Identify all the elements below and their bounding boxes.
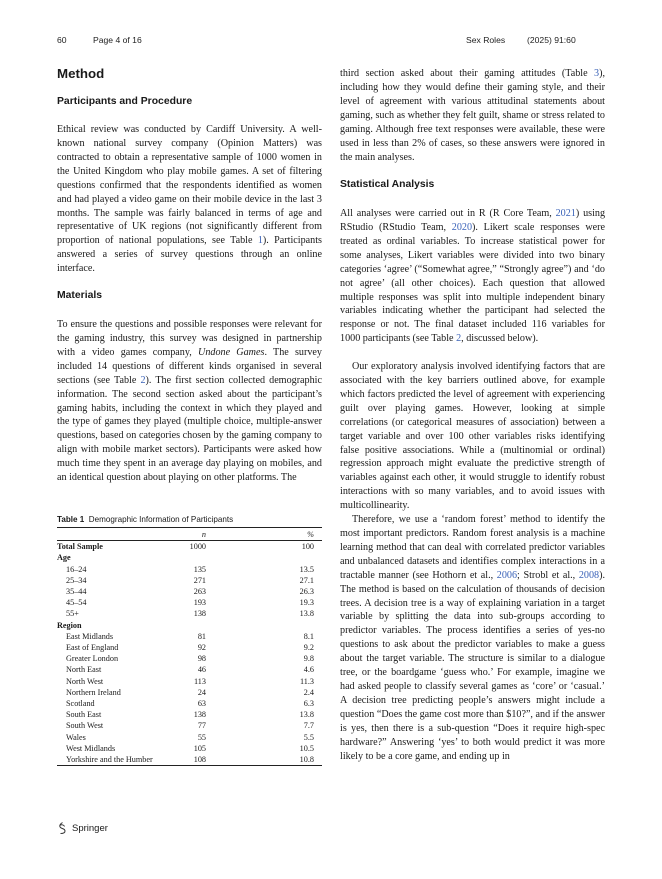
row-n: 108 [193,755,206,765]
table-row [57,687,322,698]
row-label: Age [57,553,71,563]
paragraph-participants: Ethical review was conducted by Cardiff University. A well-known national survey company (Opinion Matters) was contracted to obtain a representative sample of 1000 women in the United Kingdom who play mobile games. A set of filtering questions confirmed that the respondents identified as women and had played a video game on their mobile device in the last 3 months. The sample was fairly balanced in terms of age and representative of UK regions (not significantly different from proportion of national populations, see Table 1). Participants answered a series of survey questions through an online interface. [57,124,322,275]
paragraph-materials: To ensure the questions and possible responses were relevant for the gaming industry, this survey was designed in partnership with a video games company, Undone Games. The survey included 14 questions of different kinds organised in several sections (see Table 2). The first section collected demographic information. The second section asked about the participant’s gaming habits, including the context in which they played and the type of games they played (multiple choice, multiple-answer questions, based on categories chosen by the gaming company to align with mobile market sectors). Participants were asked how much time they spent in an average day playing on mobiles, and an identical question about playing on other platforms. The [57,319,322,484]
row-label: 35–44 [66,587,87,597]
row-pct: 11.3 [299,676,314,686]
row-label: South West [66,721,104,731]
subheading-participants: Participants and Procedure [57,96,193,107]
row-label: Total Sample [57,542,103,552]
row-label: North West [66,676,104,686]
table-row [57,732,322,743]
row-n: 63 [197,699,206,709]
row-n: 193 [193,598,206,608]
row-pct: 13.5 [299,564,314,574]
row-n: 81 [197,631,206,641]
paragraph-analysis-software: All analyses were carried out in R (R Core Team, 2021) using RStudio (RStudio Team, 2020). Likert scale responses were treated as ordinal variables. To increase statistical power for some analyses, Likert variables were divided into two binary categories ‘agree’ (“Somewhat agree,” “Strongly agree”) and ‘do not agree’ (all other choices). Each question that allowed multiple responses was split into multiple independent binary variables indicating whether the participant had selected the response or not. The final dataset included 116 variables for 1000 participants (see Table 2, discussed below). [340,208,606,345]
row-pct: 10.8 [299,755,314,765]
table-row [57,743,322,754]
col-pct-header: % [307,530,314,539]
row-pct: 27.1 [299,575,314,585]
row-n: 271 [193,575,206,585]
table-row [57,597,322,608]
row-label: Northern Ireland [66,687,121,697]
subheading-materials: Materials [57,290,103,301]
table-row [57,631,322,642]
row-pct: 26.3 [299,587,314,597]
row-n: 1000 [189,542,206,552]
table-caption: Table 1 Demographic Information of Participants [57,515,234,524]
row-label: East Midlands [66,631,114,641]
publisher-name: Springer [72,822,108,834]
table-row [57,709,322,720]
table-1-link[interactable]: 1 [257,235,263,247]
ref-rstudio-2020[interactable]: 2020 [451,221,473,233]
citation: (2025) 91:60 [527,35,576,45]
row-n: 24 [197,687,206,697]
ref-strobl-2008[interactable]: 2008 [578,569,600,581]
row-label: Region [57,620,82,630]
col-n-header: n [201,530,206,539]
table-row [57,608,322,619]
row-label: North East [66,665,102,675]
row-pct: 13.8 [299,609,314,619]
page-number: 60 [57,35,67,45]
row-label: Scotland [66,699,95,709]
row-n: 113 [194,676,206,686]
row-n [172,552,286,563]
table-3-link[interactable]: 3 [594,68,600,79]
row-pct: 100 [301,542,314,552]
row-n: 92 [197,643,206,653]
table-row [57,664,322,675]
row-n: 98 [197,654,206,664]
row-n: 105 [193,743,206,753]
subheading-statistical-analysis: Statistical Analysis [340,179,435,190]
row-label: Greater London [66,654,119,664]
row-n: 46 [197,665,206,675]
row-n: 77 [197,721,206,731]
paragraph-attitudes: third section asked about their gaming attitudes (Table 3), including how they would define their gaming style, and their level of agreement with various attitudinal statements about gaming, such as whether they felt guilt, shame or stress related to gaming. Although free text responses were available, these were used in less than 2% of cases, so these answers were ignored in the main analyses. [340,68,605,163]
paragraph-exploratory: Our exploratory analysis involved identifying factors that are associated with the key barriers outlined above, for example which factors predicted the level of agreement with experiencing guilt over playing games. However, looking at simple correlations (or categorical measures of association) between a target variable and over 100 other variables risks identifying false positive associations. While a (multinomial or ordinal) regression approach might evaluate the predictive strength of variables against each other, it would struggle to identify robust interactions with so many variables, and to avoid issues with multicollinearity. [340,361,605,512]
table-row [57,620,322,631]
row-label: Wales [66,732,86,742]
table-row [57,541,322,553]
row-pct: 9.2 [303,643,314,653]
table-row [57,653,322,664]
row-pct: 10.5 [299,743,314,753]
row-pct: 5.5 [303,732,314,742]
table-row [57,575,322,586]
publisher-footer [57,822,108,834]
row-pct: 13.8 [299,710,314,720]
table-row [57,564,322,575]
row-label: 16–24 [66,564,87,574]
row-n: 135 [193,564,206,574]
table-row [57,754,322,766]
section-title: Method [57,66,105,81]
row-label: East of England [66,643,119,653]
journal-name: Sex Roles [466,35,506,45]
row-label: Yorkshire and the Humber [66,755,153,765]
table-header-row [57,528,322,541]
row-pct [286,620,322,631]
row-pct [286,552,322,563]
row-label: 45–54 [66,598,87,608]
row-n: 55 [197,732,206,742]
row-pct: 8.1 [303,631,314,641]
row-label: 25–34 [66,575,87,585]
table-row [57,586,322,597]
table-row [57,720,322,731]
row-pct: 6.3 [303,699,314,709]
ref-hothorn-2006[interactable]: 2006 [496,569,518,581]
row-pct: 9.8 [303,654,314,664]
ref-r-core-2021[interactable]: 2021 [555,208,576,219]
table-row [57,642,322,653]
springer-logo-icon [57,822,68,834]
table-row [57,552,322,563]
table-row [57,676,322,687]
row-n [172,620,286,631]
row-label: South East [66,710,102,720]
table-row [57,698,322,709]
row-label: West Midlands [66,743,116,753]
table-2-link-right[interactable]: 2 [456,333,462,345]
row-pct: 4.6 [303,665,314,675]
paragraph-random-forest: Therefore, we use a ‘random forest’ method to identify the most important predictors. Random forest analysis is a machine learning method that can deal with correlated predictor variables and unbalanced datasets and identifies complex interactions in a tractable manner (see Hothorn et al., 2006; Strobl et al., 2008). The method is based on the calculation of thousands of decision trees. A decision tree is a way of explaining variation in a target variable by splitting the data into sub-groups according to predictor variables. The process identifies a series of yes-no questions to ask about the predictor variables to make a guess about the target variable. The structure is similar to a dialogue tree, or the boardgame ‘guess who.’ For example, imagine we had asked people to classify several games as ‘core’ or ‘casual.’ A decision tree predicting people’s answers might include a question “Does the game cost more than $10?”, and if the answer is yes, then there is a sub-question “Does it require high-spec hardware?” Answering ‘yes’ to both would predict it was more likely to be a core game, and ending up in [340,514,605,762]
row-label: 55+ [66,609,79,619]
table-2-link[interactable]: 2 [140,374,146,386]
row-n: 263 [193,587,206,597]
row-pct: 19.3 [299,598,314,608]
row-pct: 7.7 [303,721,314,731]
demographics-table [57,527,322,766]
row-pct: 2.4 [303,687,314,697]
row-n: 138 [193,710,206,720]
row-n: 138 [193,609,206,619]
page-of: Page 4 of 16 [93,35,142,45]
